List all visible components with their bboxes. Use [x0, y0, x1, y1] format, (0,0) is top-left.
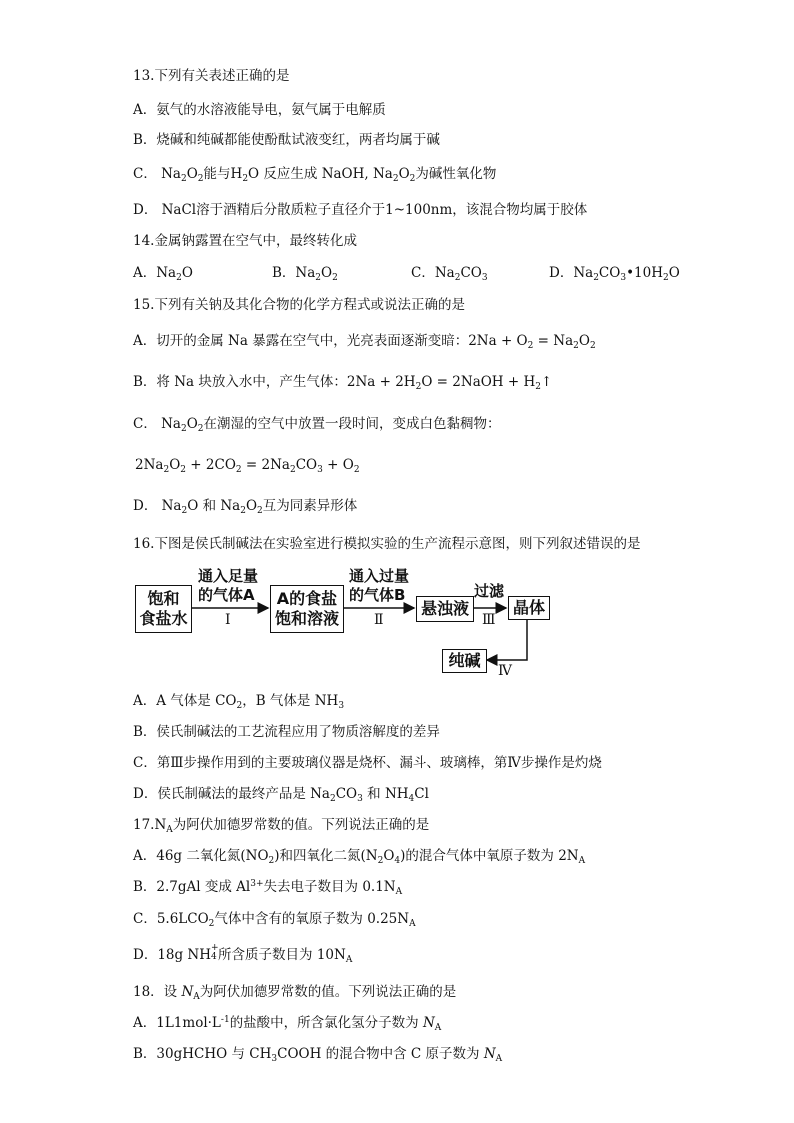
q14-option-b: B．$Na_2O_2$	[272, 265, 338, 283]
step-2-label: Ⅱ	[374, 612, 384, 628]
q16-option-a: A．A 气体是 $CO_2$，B 气体是 $NH_3$	[133, 693, 345, 711]
q13-option-b: B．烧碱和纯碱都能使酚酞试液变红，两者均属于碱	[133, 132, 440, 148]
q15-option-c-equation: $2Na_2O_2 + 2CO_2 = 2Na_2CO_3 + O_2$	[135, 457, 360, 475]
box-a-saturated-solution: A的食盐 饱和溶液	[270, 585, 344, 633]
q15-option-d: D． $Na_2O$ 和 $Na_2O_2$互为同素异形体	[133, 498, 358, 516]
q14-stem: 14.金属钠露置在空气中，最终转化成	[133, 233, 357, 249]
label-gas-b-line2: 的气体B	[349, 586, 406, 604]
step-3-label: Ⅲ	[482, 612, 496, 628]
q13-option-c: C． $Na_2O_2$能与$H_2O$ 反应生成 NaOH, $Na_2O_2$为碱性氧化物	[133, 166, 497, 184]
q14-option-c: C．$Na_2CO_3$	[411, 265, 488, 283]
q15-option-b: B．将 Na 块放入水中，产生气体：$2Na + 2H_2O$ = 2NaOH + $H_2↑$	[133, 374, 553, 392]
box-saturated-brine: 饱和 食盐水	[135, 585, 192, 633]
box-suspension: 悬浊液	[416, 596, 474, 622]
q15-option-a: A．切开的金属 Na 暴露在空气中，光亮表面逐渐变暗：$2Na + O_2 = Na_2O_2$	[133, 333, 596, 351]
box-crystal: 晶体	[508, 596, 550, 620]
q16-stem: 16.下图是侯氏制碱法在实验室进行模拟实验的生产流程示意图，则下列叙述错误的是	[133, 536, 641, 552]
step-1-label: Ⅰ	[225, 612, 231, 628]
q18-stem: 18．设 $N_A$为阿伏加德罗常数的值。下列说法正确的是	[133, 984, 457, 1002]
q16-option-b: B．侯氏制碱法的工艺流程应用了物质溶解度的差异	[133, 724, 440, 740]
q14-option-a: A．$Na_2O$	[133, 265, 193, 283]
q18-option-b: B．30gHCHO 与 $CH_3COOH$ 的混合物中含 C 原子数为 $N_A$	[133, 1046, 503, 1064]
q16-option-d: D．侯氏制碱法的最终产品是 $Na_2CO_3$ 和 $NH_4Cl$	[133, 786, 429, 804]
q17-option-c: C．$5.6LCO_2$气体中含有的氧原子数为 $0.25N_A$	[133, 911, 416, 929]
q16-option-c: C．第Ⅲ步操作用到的主要玻璃仪器是烧杯、漏斗、玻璃棒，第Ⅳ步操作是灼烧	[133, 755, 602, 771]
label-gas-a-line1: 通入足量	[198, 567, 259, 585]
q14-option-d: D．$Na_2CO_3•10H_2O$	[549, 265, 680, 283]
q17-option-d: D．18g NH + 4 所含质子数目为 $10N_A$	[133, 943, 353, 965]
q15-stem: 15.下列有关钠及其化合物的化学方程式或说法正确的是	[133, 297, 465, 313]
label-gas-a-line2: 的气体A	[198, 586, 255, 604]
step-4-label: Ⅳ	[498, 663, 512, 679]
q17-option-a: A．46g 二氧化氮$(NO_2)$和四氧化二氮$(N_2O_4)$的混合气体中氧原子数为 $2N_A$	[133, 848, 586, 866]
q13-option-a: A．氨气的水溶液能导电，氨气属于电解质	[133, 102, 386, 118]
q13-stem: 13.下列有关表述正确的是	[133, 68, 290, 84]
box-soda-ash: 纯碱	[442, 649, 487, 673]
q13-option-d: D． NaCl溶于酒精后分散质粒子直径介于1~100nm，该混合物均属于胶体	[133, 202, 588, 218]
label-filter: 过滤	[474, 582, 505, 600]
q15-option-c: C． $Na_2O_2$在潮湿的空气中放置一段时间，变成白色黏稠物：	[133, 416, 501, 434]
label-gas-b-line1: 通入过量	[349, 567, 410, 585]
q17-stem: $17.N_A$为阿伏加德罗常数的值。下列说法正确的是	[133, 817, 430, 835]
q17-option-b: B．2.7gAl 变成 $Al^{3+}$失去电子数目为 $0.1N_A$	[133, 879, 403, 897]
q18-option-a: A．$1L1mol\cdot L^{-1}$的盐酸中，所含氯化氢分子数为 $N_A$	[133, 1015, 442, 1033]
